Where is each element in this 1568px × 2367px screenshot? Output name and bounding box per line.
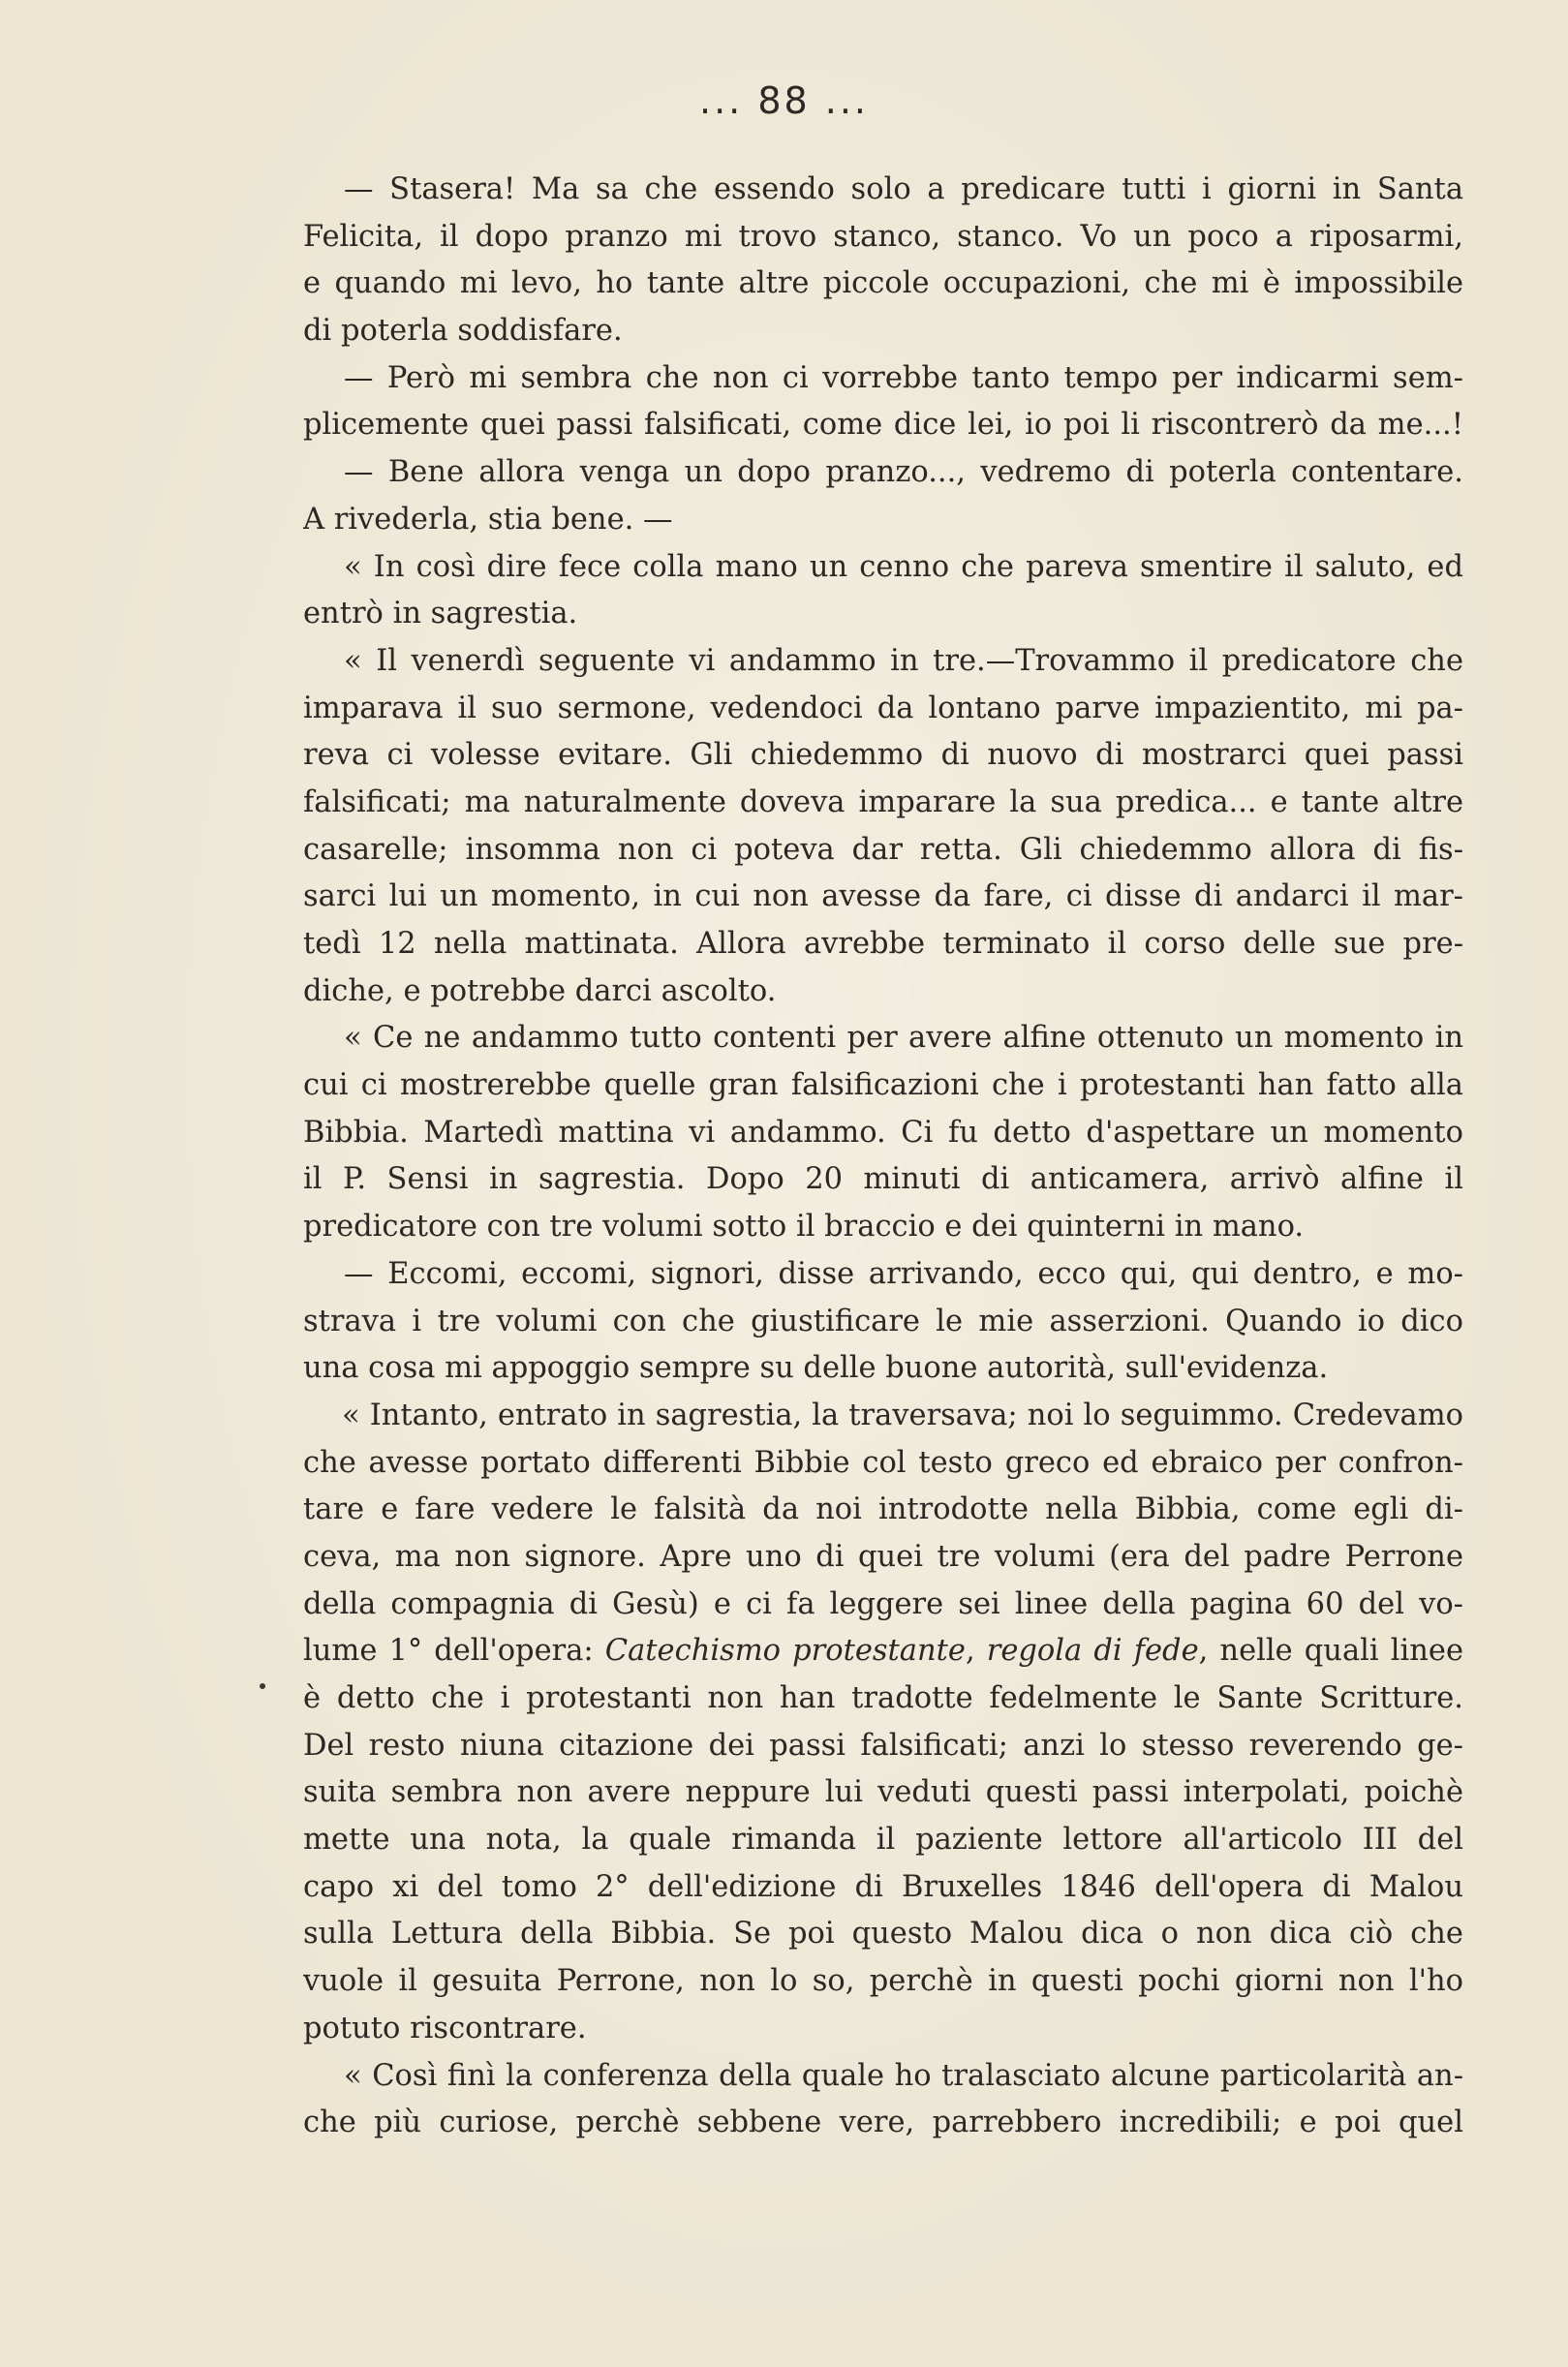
text-line: tedì 12 nella mattinata. Allora avrebbe terminato il corso delle sue pre- xyxy=(303,927,1463,961)
page-number-header: ... 88 ... xyxy=(699,79,869,122)
text-line: « Così finì la conferenza della quale ho tralasciato alcune particolarità an- xyxy=(344,2058,1463,2093)
text-line: falsificati; ma naturalmente doveva imparare la sua predica... e tante altre xyxy=(303,784,1463,819)
text-line: casarelle; insomma non ci poteva dar retta. Gli chiedemmo allora di fis- xyxy=(303,832,1463,867)
text-line: è detto che i protestanti non han tradotte fedelmente le Sante Scritture. xyxy=(303,1681,1463,1715)
text-line: entrò in sagrestia. xyxy=(303,597,578,631)
italic-title-regola: regola di fede xyxy=(986,1634,1199,1669)
margin-dot-mark xyxy=(260,1683,265,1689)
text-line: mette una nota, la quale rimanda il paziente lettore all'articolo III del xyxy=(303,1823,1463,1858)
text-line: imparava il suo sermone, vedendoci da lontano parve impazientito, mi pa- xyxy=(303,691,1463,725)
text-line: — Però mi sembra che non ci vorrebbe tanto tempo per indicarmi sem- xyxy=(344,360,1463,395)
text-line: — Eccomi, eccomi, signori, disse arrivando, ecco qui, qui dentro, e mo- xyxy=(344,1256,1463,1291)
text-run: , nelle quali linee xyxy=(1198,1634,1463,1669)
text-line: strava i tre volumi con che giustificare le mie asserzioni. Quando io dico xyxy=(303,1304,1463,1338)
text-run: lume 1° dell'opera: xyxy=(303,1634,605,1669)
text-line: — Stasera! Ma sa che essendo solo a predicare tutti i giorni in Santa xyxy=(344,172,1463,206)
text-line: sarci lui un momento, in cui non avesse da fare, ci disse di andarci il mar- xyxy=(303,879,1463,914)
text-line: — Bene allora venga un dopo pranzo..., vedremo di poterla contentare. xyxy=(344,455,1463,490)
text-line: « Ce ne andammo tutto contenti per avere alfine ottenuto un momento in xyxy=(344,1021,1463,1056)
text-line: reva ci volesse evitare. Gli chiedemmo di nuovo di mostrarci quei passi xyxy=(303,738,1463,773)
text-line: una cosa mi appoggio sempre su delle buone autorità, sull'evidenza. xyxy=(303,1351,1329,1386)
text-line: di poterla soddisfare. xyxy=(303,314,623,349)
text-line: vuole il gesuita Perrone, non lo so, perchè in questi pochi giorni non l'ho xyxy=(303,1964,1463,1999)
text-line: Felicita, il dopo pranzo mi trovo stanco, stanco. Vo un poco a riposarmi, xyxy=(303,219,1463,254)
text-line: che avesse portato differenti Bibbie col testo greco ed ebraico per confron- xyxy=(303,1445,1463,1480)
text-line: che più curiose, perchè sebbene vere, parrebbero incredibili; e poi quel xyxy=(303,2106,1463,2140)
text-line: Del resto niuna citazione dei passi falsificati; anzi lo stesso reverendo ge- xyxy=(303,1728,1463,1763)
text-run: , xyxy=(965,1634,987,1669)
text-line: capo xi del tomo 2° dell'edizione di Bruxelles 1846 dell'opera di Malou xyxy=(303,1869,1463,1904)
text-line: potuto riscontrare. xyxy=(303,2011,587,2045)
text-line: ceva, ma non signore. Apre uno di quei tre volumi (era del padre Perrone xyxy=(303,1539,1463,1574)
text-line: A rivederla, stia bene. — xyxy=(303,502,673,537)
text-line: tare e fare vedere le falsità da noi introdotte nella Bibbia, come egli di- xyxy=(303,1492,1463,1527)
body-text xyxy=(303,167,1463,2147)
text-line: predicatore con tre volumi sotto il braccio e dei quinterni in mano. xyxy=(303,1210,1305,1245)
text-line: sulla Lettura della Bibbia. Se poi questo Malou dica o non dica ciò che xyxy=(303,1917,1463,1952)
text-line: Bibbia. Martedì mattina vi andammo. Ci fu detto d'aspettare un momento xyxy=(303,1115,1463,1150)
text-line: e quando mi levo, ho tante altre piccole occupazioni, che mi è impossibile xyxy=(303,266,1463,301)
italic-title-catechismo: Catechismo protestante xyxy=(604,1634,966,1669)
text-line: « In così dire fece colla mano un cenno che pareva smentire il saluto, ed xyxy=(344,549,1463,584)
text-line: cui ci mostrerebbe quelle gran falsificazioni che i protestanti han fatto alla xyxy=(303,1068,1463,1103)
text-line: il P. Sensi in sagrestia. Dopo 20 minuti di anticamera, arrivò alfine il xyxy=(303,1162,1463,1197)
text-line: diche, e potrebbe darci ascolto. xyxy=(303,973,777,1008)
text-line: « Intanto, entrato in sagrestia, la traversava; noi lo seguimmo. Credevamo xyxy=(342,1398,1463,1432)
text-line: plicemente quei passi falsificati, come dice lei, io poi li riscontrerò da me...! xyxy=(303,408,1463,443)
text-line: della compagnia di Gesù) e ci fa leggere sei linee della pagina 60 del vo- xyxy=(303,1586,1463,1621)
text-line: suita sembra non avere neppure lui veduti questi passi interpolati, poichè xyxy=(303,1775,1463,1810)
text-line: « Il venerdì seguente vi andammo in tre.—Trovammo il predicatore che xyxy=(344,643,1463,678)
text-line-with-italics xyxy=(303,1628,1463,1675)
